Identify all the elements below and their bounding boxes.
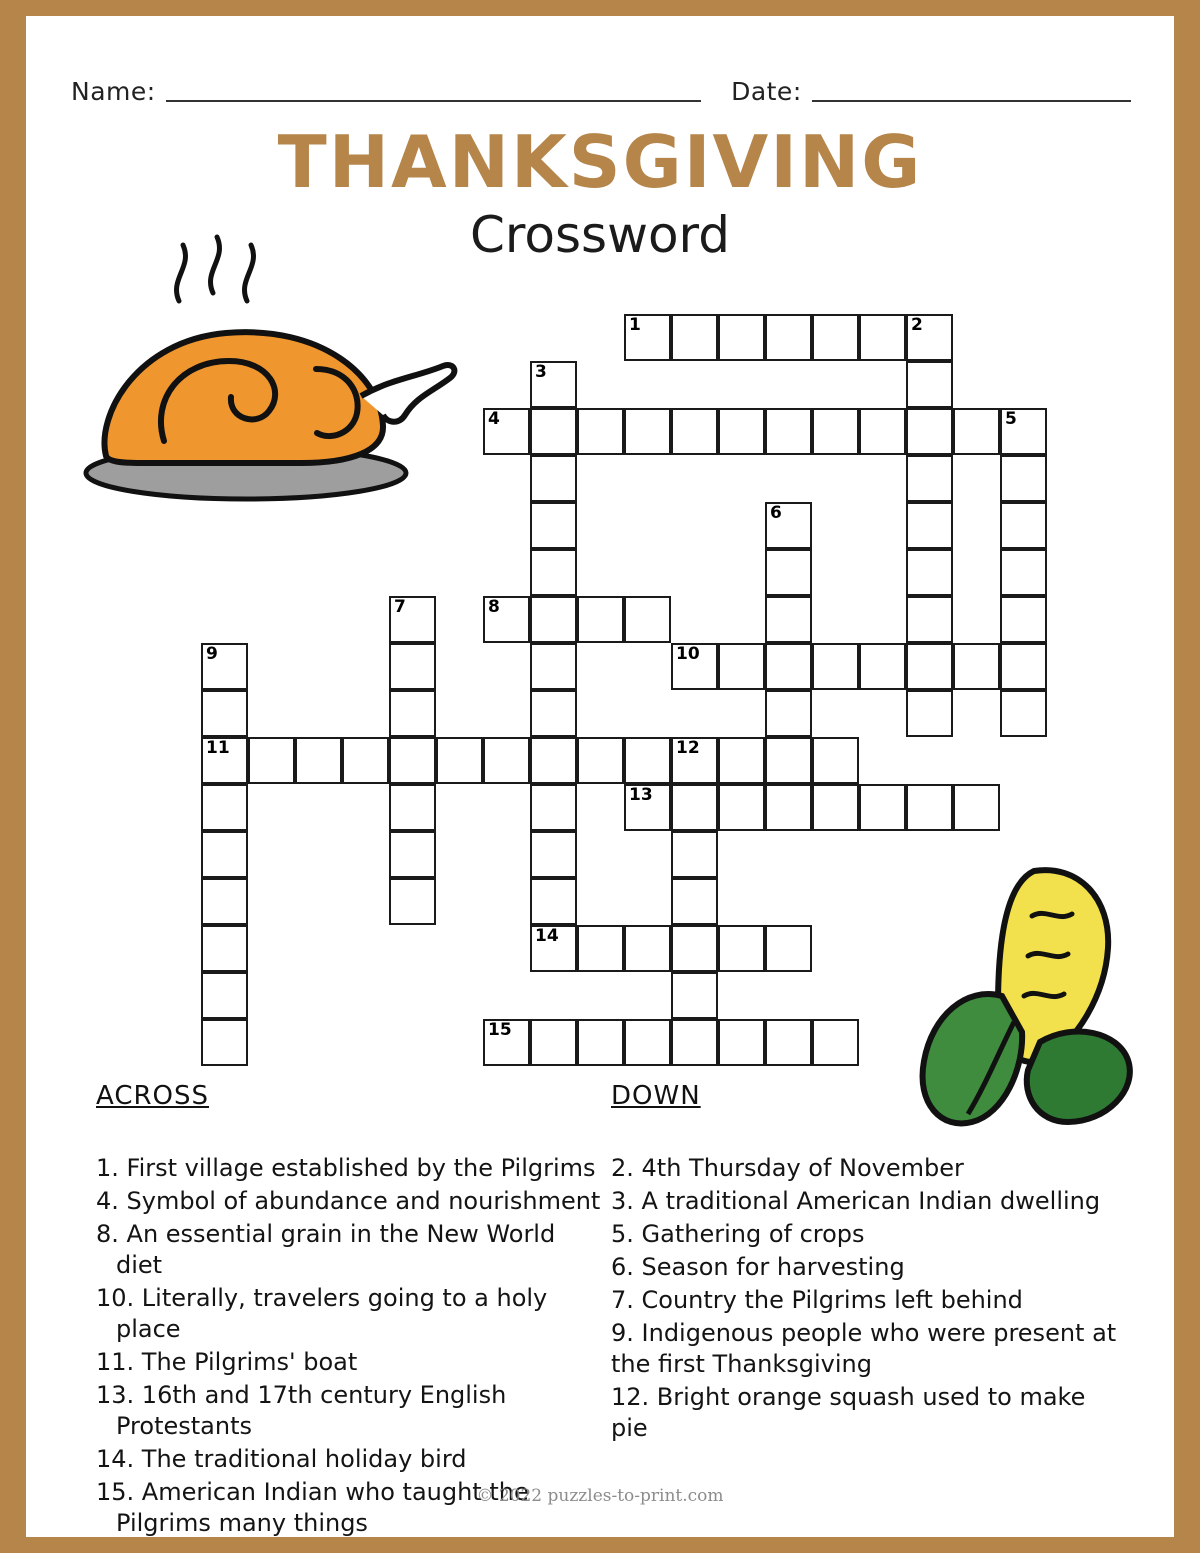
grid-cell[interactable] (389, 643, 436, 690)
grid-cell[interactable] (765, 408, 812, 455)
grid-cell[interactable] (718, 643, 765, 690)
grid-cell[interactable] (906, 314, 953, 361)
grid-cell[interactable] (906, 502, 953, 549)
grid-cell-number: 1 (629, 315, 641, 335)
down-clue-12: 12. Bright orange squash used to make pie (611, 1383, 1086, 1442)
grid-cell-number: 10 (676, 644, 700, 664)
grid-cell[interactable] (201, 784, 248, 831)
page-title: THANKSGIVING (277, 120, 923, 204)
grid-cell[interactable] (201, 643, 248, 690)
across-clue-4: 4. Symbol of abundance and nourishment (96, 1187, 601, 1215)
grid-cell-number: 13 (629, 785, 653, 805)
grid-cell[interactable] (765, 314, 812, 361)
grid-cell[interactable] (201, 878, 248, 925)
grid-cell[interactable] (577, 925, 624, 972)
grid-cell-number: 4 (488, 409, 500, 429)
grid-cell[interactable] (295, 737, 342, 784)
grid-cell[interactable] (671, 784, 718, 831)
grid-cell[interactable] (671, 1019, 718, 1066)
grid-cell[interactable] (1000, 549, 1047, 596)
grid-cell[interactable] (389, 690, 436, 737)
date-label: Date: (731, 77, 802, 106)
across-clue-11: 11. The Pilgrims' boat (96, 1348, 358, 1376)
grid-cell[interactable] (859, 314, 906, 361)
grid-cell-number: 2 (911, 315, 923, 335)
grid-cell[interactable] (765, 925, 812, 972)
grid-cell[interactable] (530, 361, 577, 408)
grid-cell[interactable] (342, 737, 389, 784)
grid-cell[interactable] (624, 737, 671, 784)
grid-cell[interactable] (812, 737, 859, 784)
name-label: Name: (71, 77, 156, 106)
across-clue-10: 10. Literally, travelers going to a holy place (96, 1284, 548, 1343)
grid-cell[interactable] (906, 784, 953, 831)
grid-cell[interactable] (389, 878, 436, 925)
grid-cell[interactable] (718, 925, 765, 972)
page-subtitle: Crossword (470, 206, 730, 264)
grid-cell[interactable] (765, 737, 812, 784)
across-clue-8: 8. An essential grain in the New World diet (96, 1220, 556, 1279)
grid-cell[interactable] (624, 784, 671, 831)
grid-cell[interactable] (530, 596, 577, 643)
grid-cell[interactable] (718, 1019, 765, 1066)
grid-cell[interactable] (577, 737, 624, 784)
grid-cell[interactable] (906, 690, 953, 737)
grid-cell[interactable] (436, 737, 483, 784)
grid-cell[interactable] (765, 549, 812, 596)
across-heading: ACROSS (96, 1081, 210, 1111)
grid-cell[interactable] (483, 737, 530, 784)
grid-cell[interactable] (812, 408, 859, 455)
grid-cell[interactable] (483, 408, 530, 455)
grid-cell[interactable] (577, 596, 624, 643)
worksheet-page (26, 16, 1174, 1537)
grid-cell[interactable] (624, 314, 671, 361)
grid-cell[interactable] (577, 1019, 624, 1066)
grid-cell[interactable] (765, 643, 812, 690)
grid-cell[interactable] (671, 737, 718, 784)
grid-cell[interactable] (718, 408, 765, 455)
grid-cell[interactable] (201, 737, 248, 784)
grid-cell[interactable] (483, 1019, 530, 1066)
grid-cell[interactable] (906, 549, 953, 596)
grid-cell[interactable] (671, 643, 718, 690)
grid-cell[interactable] (859, 408, 906, 455)
grid-cell-number: 12 (676, 738, 700, 758)
down-clue-2: 2. 4th Thursday of November (611, 1154, 964, 1182)
grid-cell-number: 9 (206, 644, 218, 664)
grid-cell-number: 14 (535, 926, 559, 946)
grid-cell[interactable] (530, 643, 577, 690)
grid-cell[interactable] (624, 1019, 671, 1066)
grid-cell[interactable] (859, 784, 906, 831)
grid-cell[interactable] (812, 1019, 859, 1066)
grid-cell[interactable] (389, 784, 436, 831)
grid-cell[interactable] (906, 361, 953, 408)
grid-cell[interactable] (624, 596, 671, 643)
grid-cell[interactable] (530, 408, 577, 455)
grid-cell[interactable] (859, 643, 906, 690)
grid-cell[interactable] (530, 1019, 577, 1066)
grid-cell-number: 11 (206, 738, 230, 758)
name-input-line[interactable] (166, 100, 701, 102)
grid-cell[interactable] (530, 690, 577, 737)
grid-cell[interactable] (906, 408, 953, 455)
grid-cell[interactable] (906, 455, 953, 502)
across-clue-1: 1. First village established by the Pilgrims (96, 1154, 596, 1182)
down-clue-5: 5. Gathering of crops (611, 1220, 865, 1248)
grid-cell[interactable] (530, 878, 577, 925)
grid-cell[interactable] (906, 596, 953, 643)
grid-cell-number: 3 (535, 362, 547, 382)
date-input-line[interactable] (812, 100, 1131, 102)
grid-cell[interactable] (201, 1019, 248, 1066)
grid-cell[interactable] (671, 925, 718, 972)
grid-cell[interactable] (201, 831, 248, 878)
grid-cell[interactable] (1000, 643, 1047, 690)
grid-cell[interactable] (389, 596, 436, 643)
grid-cell[interactable] (530, 784, 577, 831)
grid-cell[interactable] (812, 314, 859, 361)
grid-cell[interactable] (765, 596, 812, 643)
grid-cell[interactable] (530, 549, 577, 596)
roast-turkey-icon (61, 201, 461, 515)
grid-cell[interactable] (765, 784, 812, 831)
grid-cell[interactable] (530, 925, 577, 972)
grid-cell[interactable] (671, 878, 718, 925)
grid-cell[interactable] (1000, 455, 1047, 502)
grid-cell[interactable] (953, 408, 1000, 455)
grid-cell[interactable] (530, 831, 577, 878)
grid-cell-number: 6 (770, 503, 782, 523)
grid-cell[interactable] (1000, 502, 1047, 549)
grid-cell[interactable] (530, 737, 577, 784)
grid-cell[interactable] (671, 408, 718, 455)
grid-cell[interactable] (812, 643, 859, 690)
across-clue-13: 13. 16th and 17th century English Protestants (96, 1381, 507, 1440)
grid-cell[interactable] (389, 831, 436, 878)
name-date-row (71, 74, 1131, 108)
down-clue-9: 9. Indigenous people who were present at the first Thanksgiving (611, 1319, 1117, 1378)
grid-cell[interactable] (718, 314, 765, 361)
grid-cell[interactable] (718, 737, 765, 784)
grid-cell[interactable] (201, 690, 248, 737)
grid-cell[interactable] (577, 408, 624, 455)
grid-cell[interactable] (765, 1019, 812, 1066)
grid-cell[interactable] (1000, 690, 1047, 737)
grid-cell-number: 8 (488, 597, 500, 617)
grid-cell[interactable] (201, 925, 248, 972)
down-heading: DOWN (611, 1081, 701, 1111)
down-clue-3: 3. A traditional American Indian dwelling (611, 1187, 1101, 1215)
grid-cell[interactable] (530, 455, 577, 502)
grid-cell[interactable] (624, 925, 671, 972)
grid-cell[interactable] (248, 737, 295, 784)
down-clue-6: 6. Season for harvesting (611, 1253, 905, 1281)
grid-cell[interactable] (765, 690, 812, 737)
grid-cell-number: 5 (1005, 409, 1017, 429)
grid-cell[interactable] (765, 502, 812, 549)
grid-cell-number: 7 (394, 597, 406, 617)
grid-cell[interactable] (953, 784, 1000, 831)
down-clue-7: 7. Country the Pilgrims left behind (611, 1286, 1023, 1314)
grid-cell[interactable] (671, 972, 718, 1019)
grid-cell[interactable] (389, 737, 436, 784)
grid-cell[interactable] (201, 972, 248, 1019)
grid-cell[interactable] (1000, 408, 1047, 455)
grid-cell[interactable] (671, 831, 718, 878)
across-clue-15: 15. American Indian who taught the Pilgrims many things (96, 1478, 529, 1537)
grid-cell[interactable] (953, 643, 1000, 690)
grid-cell[interactable] (671, 314, 718, 361)
across-column (96, 1081, 606, 1541)
grid-cell[interactable] (812, 784, 859, 831)
grid-cell-number: 15 (488, 1020, 512, 1040)
grid-cell[interactable] (483, 596, 530, 643)
across-clue-14: 14. The traditional holiday bird (96, 1445, 467, 1473)
down-column (611, 1081, 1121, 1446)
grid-cell[interactable] (530, 502, 577, 549)
grid-cell[interactable] (1000, 596, 1047, 643)
grid-cell[interactable] (718, 784, 765, 831)
grid-cell[interactable] (624, 408, 671, 455)
grid-cell[interactable] (906, 643, 953, 690)
copyright-footer: © 2022 puzzles-to-print.com (476, 1486, 724, 1506)
